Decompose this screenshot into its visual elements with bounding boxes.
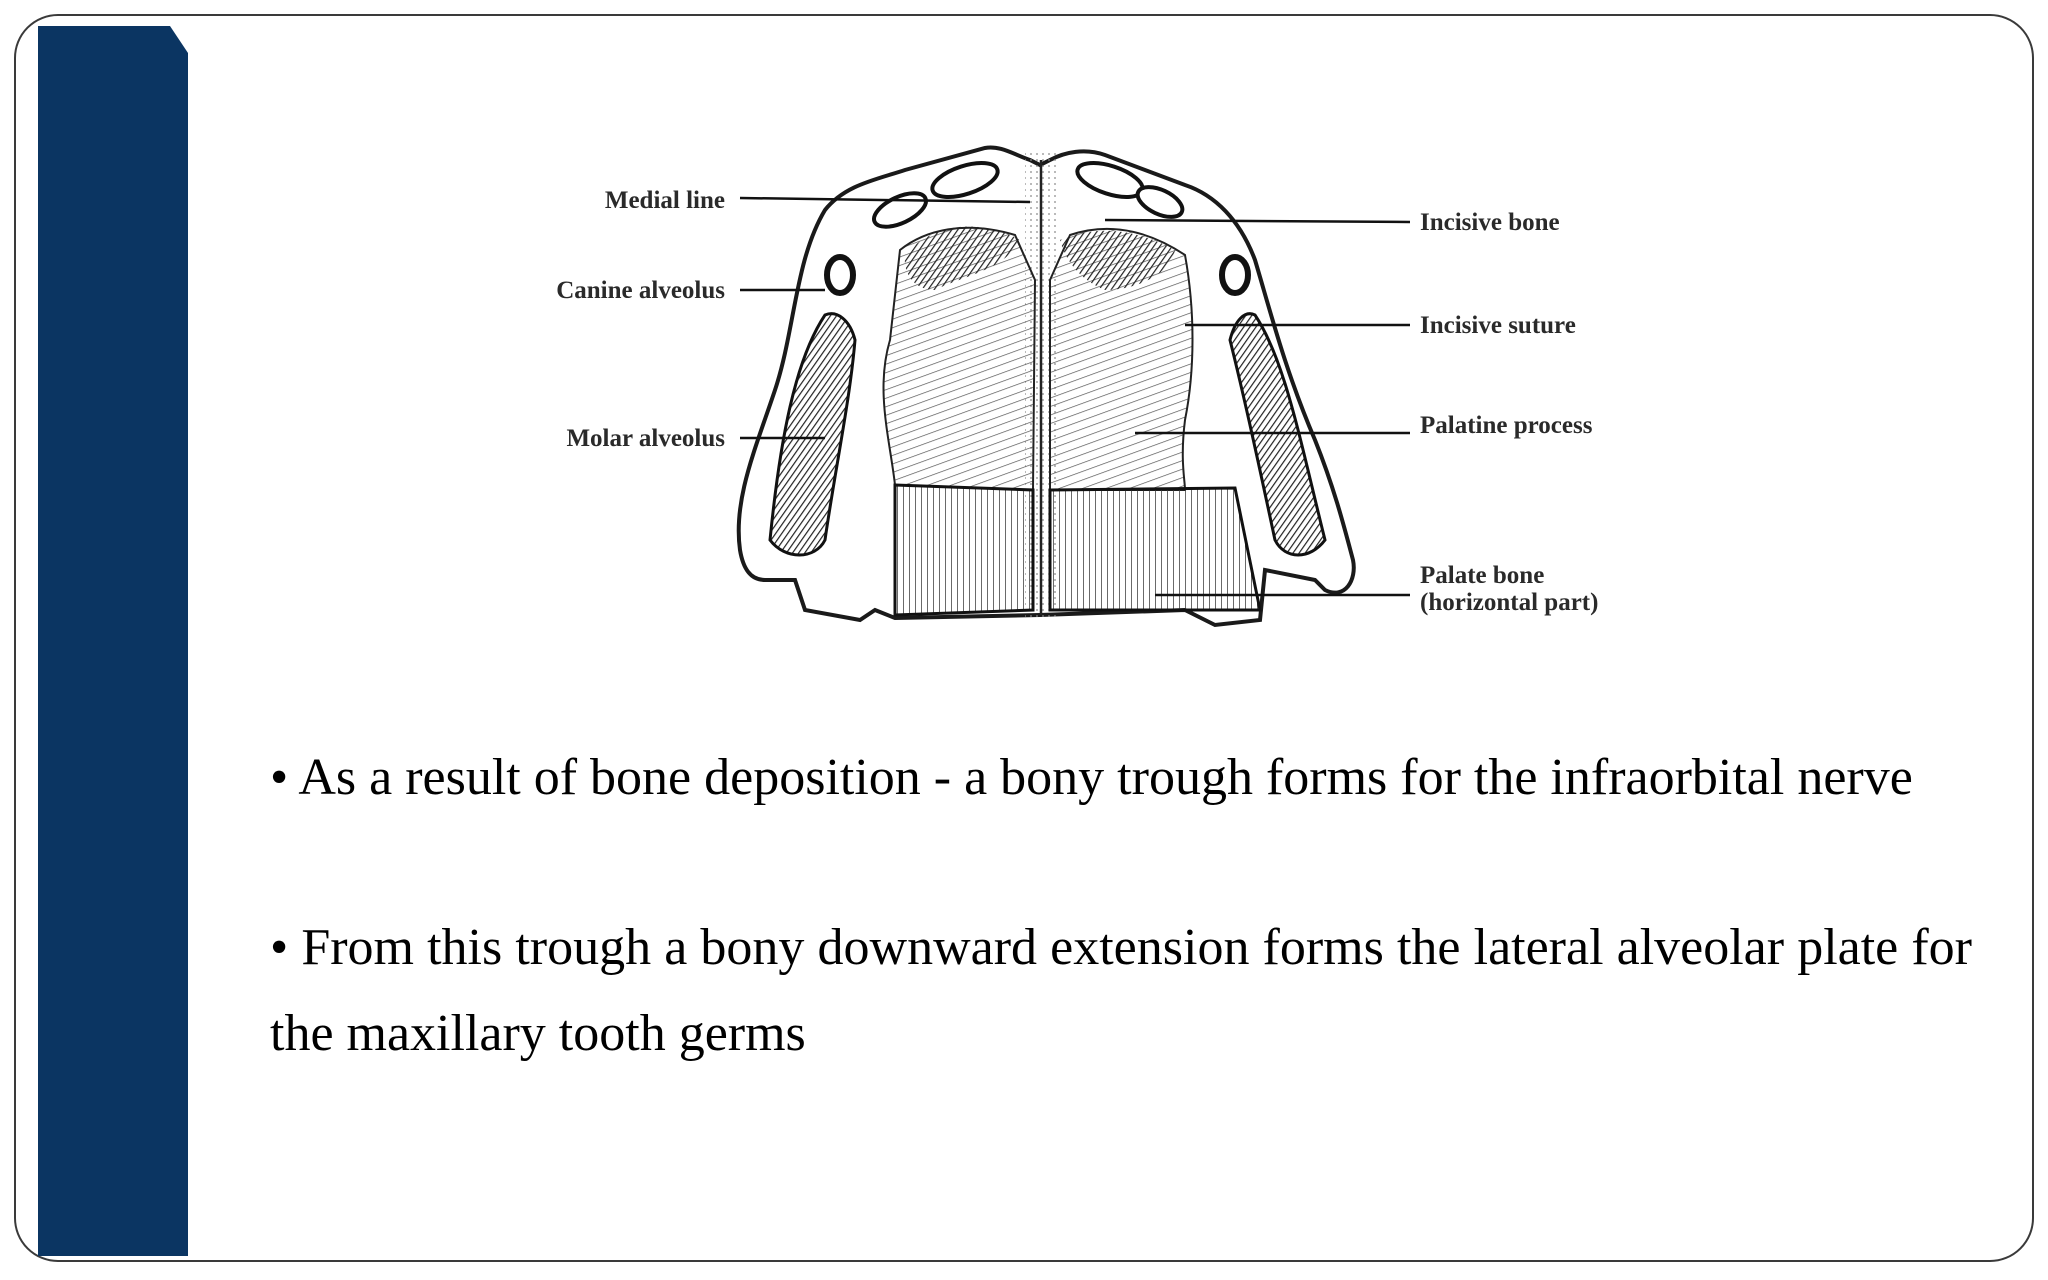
palate-diagram: [495, 140, 1675, 650]
palate-bone-left: [895, 485, 1033, 615]
label-medial-line: Medial line: [604, 187, 725, 214]
bullet-list: [270, 735, 1972, 1161]
label-molar-alveolus: Molar alveolus: [566, 425, 725, 452]
canine-socket-right: [1222, 257, 1248, 293]
palate-bone-right: [1050, 488, 1260, 610]
label-incisive-bone: Incisive bone: [1420, 209, 1560, 236]
label-incisive-suture: Incisive suture: [1420, 312, 1576, 339]
label-palate-bone: Palate bone: [1420, 562, 1545, 589]
label-palate-bone-sub: (horizontal part): [1420, 589, 1599, 616]
accent-bar: [38, 26, 188, 1256]
canine-socket-left: [827, 257, 853, 293]
accent-sidebar: [38, 26, 188, 1256]
label-canine-alveolus: Canine alveolus: [556, 277, 725, 304]
label-palatine-process: Palatine process: [1420, 412, 1593, 439]
bullet-item: • From this trough a bony downward extension forms the lateral alveolar plate for the maxillary tooth germs: [270, 919, 1972, 1062]
bullet-item: • As a result of bone deposition - a bony trough forms for the infraorbital nerve: [270, 749, 1913, 806]
